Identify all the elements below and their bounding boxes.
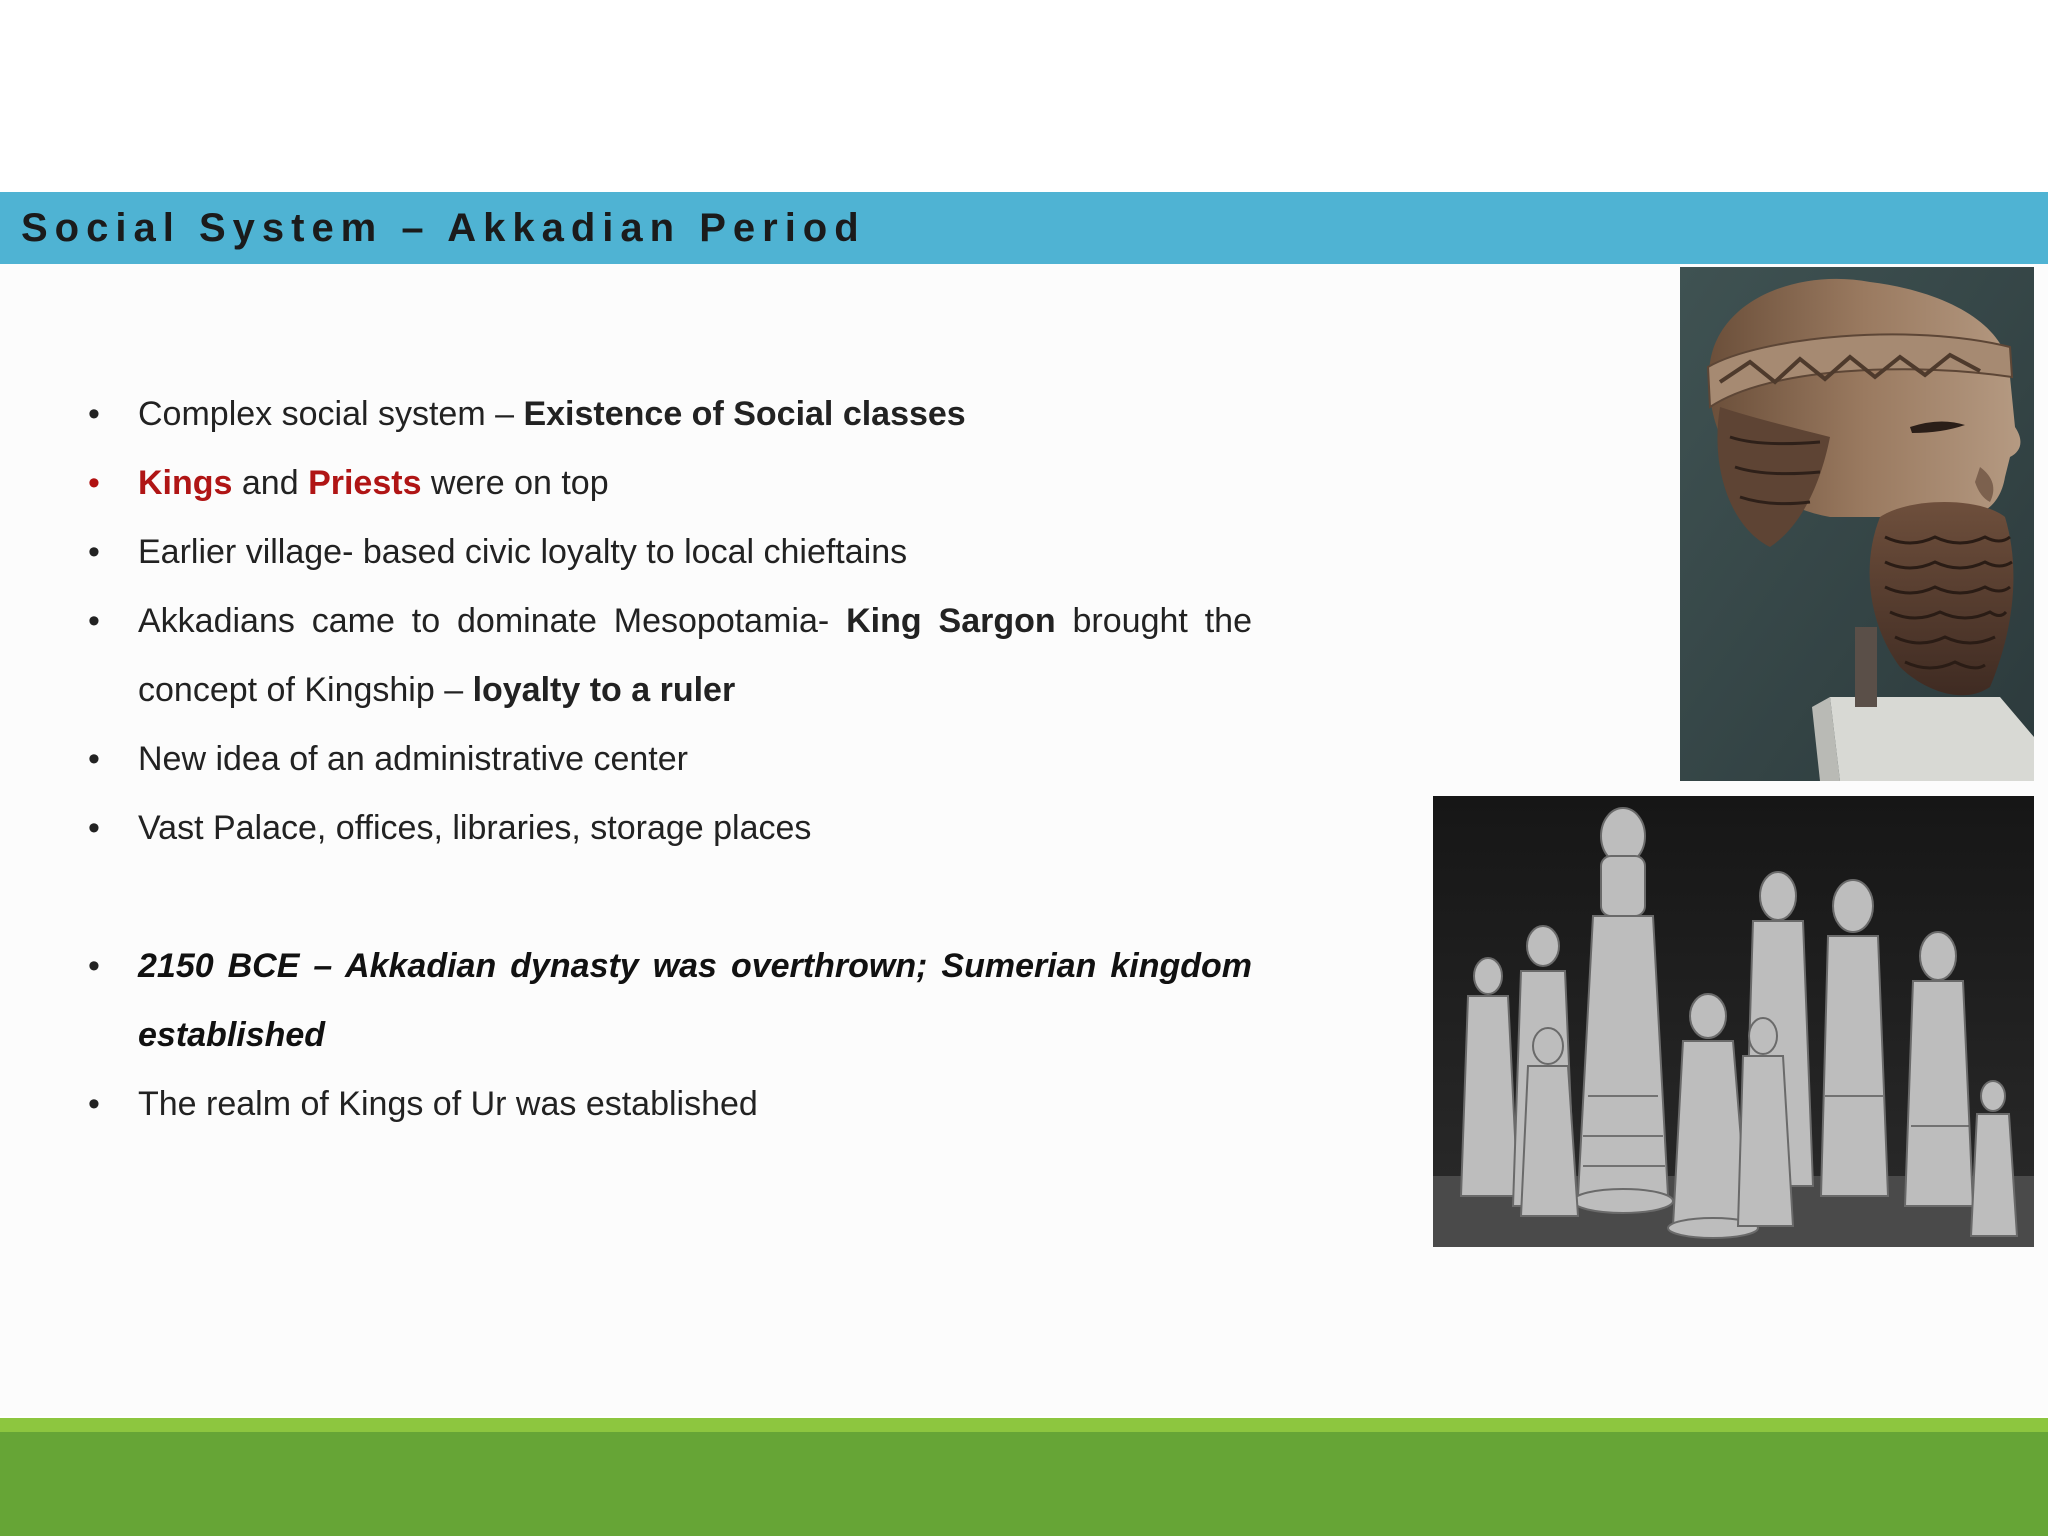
- bullet-text-part: Akkadians came to dominate Mesopotamia-: [138, 602, 847, 640]
- bullet-text-part: and: [232, 464, 309, 502]
- bullet-dot-icon: •: [88, 395, 100, 433]
- bullet-text-part: Existence of Social classes: [523, 395, 966, 433]
- bullet-text-part: The realm of Kings of Ur was established: [138, 1085, 758, 1123]
- statues-illustration: [1433, 796, 2034, 1247]
- bullet-item: [88, 725, 1252, 794]
- bullet-list: [88, 380, 1252, 1139]
- bronze-head-illustration: [1680, 267, 2034, 781]
- title-bar: [0, 192, 2048, 264]
- slide-title: Social System – Akkadian Period: [21, 206, 866, 250]
- footer-accent-stripe: [0, 1418, 2048, 1432]
- bullet-dot-icon: •: [88, 809, 100, 847]
- bullet-dot-icon: •: [88, 1085, 100, 1123]
- bullet-dot-icon: •: [88, 947, 100, 985]
- bullet-text-part: Priests: [308, 464, 422, 502]
- bullet-text-part: New idea of an administrative center: [138, 740, 688, 778]
- bullet-text-part: were on top: [421, 464, 609, 502]
- bullet-text-part: Kings: [138, 464, 233, 502]
- bullet-dot-icon: •: [88, 602, 100, 640]
- bullet-text-part: loyalty to a ruler: [472, 671, 736, 709]
- bullet-item: [88, 380, 1252, 449]
- votive-statues-image: [1433, 796, 2034, 1247]
- bullet-dot-icon: •: [88, 464, 100, 502]
- bullet-item: [88, 449, 1252, 518]
- bullet-item: [88, 587, 1252, 725]
- bullet-text-part: 2150 BCE – Akkadian dynasty was overthrown; Sumerian kingdom established: [138, 947, 1252, 1054]
- bullet-dot-icon: •: [88, 533, 100, 571]
- bullet-text-part: Complex social system –: [138, 395, 524, 433]
- bullet-item: [88, 794, 1252, 863]
- bullet-text-part: brought the concept of Kingship –: [138, 602, 1252, 709]
- bullet-item: [88, 518, 1252, 587]
- bullet-text-part: Earlier village- based civic loyalty to local chieftains: [138, 533, 908, 571]
- bullet-text-part: King Sargon: [846, 602, 1056, 640]
- bullet-item: [88, 932, 1252, 1070]
- bullet-item: [88, 1070, 1252, 1139]
- akkadian-head-image: [1680, 267, 2034, 781]
- bullet-dot-icon: •: [88, 740, 100, 778]
- bullet-spacer: [88, 863, 1252, 932]
- footer-bar: [0, 1432, 2048, 1536]
- bullet-text-part: Vast Palace, offices, libraries, storage places: [138, 809, 812, 847]
